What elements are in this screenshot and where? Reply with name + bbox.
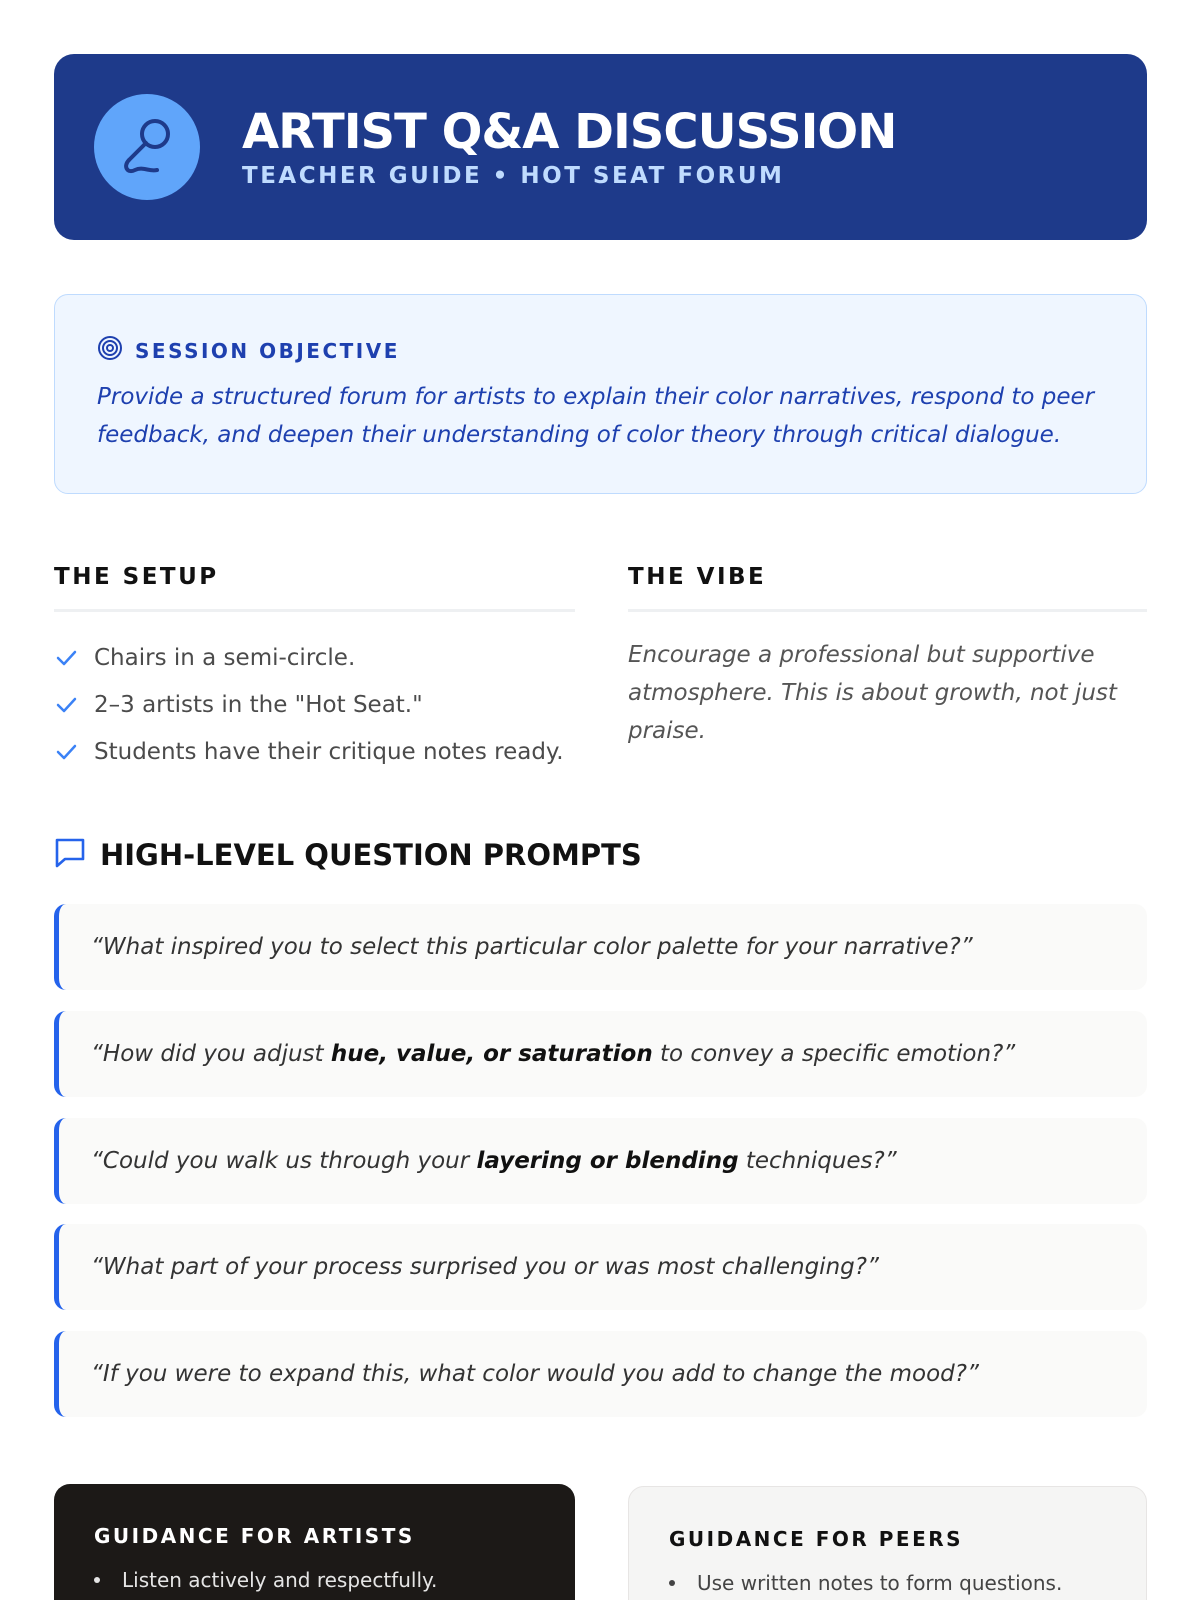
guidance-peers-card	[628, 1486, 1147, 1600]
setup-list	[54, 634, 564, 775]
prompts-header	[54, 836, 642, 873]
check-icon	[54, 740, 78, 764]
check-icon	[54, 693, 78, 717]
setup-heading: THE SETUP	[54, 564, 219, 590]
guidance-artists-card	[54, 1484, 575, 1600]
setup-item-text: Students have their critique notes ready.	[94, 738, 564, 765]
objective-label: SESSION OBJECTIVE	[135, 338, 400, 363]
prompts-title: HIGH-LEVEL QUESTION PROMPTS	[100, 837, 642, 872]
question-prompt: “What inspired you to select this particular color palette for your narrative?”	[54, 904, 1147, 990]
session-objective-card	[54, 294, 1147, 494]
setup-item	[54, 634, 564, 681]
target-icon	[97, 335, 123, 366]
chat-bubble-icon	[54, 836, 86, 873]
vibe-heading: THE VIBE	[628, 564, 767, 590]
setup-item-text: 2–3 artists in the "Hot Seat."	[94, 691, 423, 718]
list-item: Use written notes to form questions.	[669, 1571, 1106, 1595]
page-header	[54, 54, 1147, 240]
setup-divider	[54, 609, 575, 612]
setup-item	[54, 681, 564, 728]
vibe-text: Encourage a professional but supportive atmosphere. This is about growth, not just praise.	[628, 642, 1117, 744]
vibe-divider	[628, 609, 1147, 612]
question-prompt: “How did you adjust hue, value, or saturation to convey a specific emotion?”	[54, 1011, 1147, 1097]
guidance-artists-title: GUIDANCE FOR ARTISTS	[94, 1524, 415, 1548]
guidance-artists-list	[94, 1568, 535, 1592]
list-item: Listen actively and respectfully.	[94, 1568, 535, 1592]
guidance-peers-title: GUIDANCE FOR PEERS	[669, 1527, 964, 1551]
objective-text: Provide a structured forum for artists to explain their color narratives, respond to peer feedback, and deepen their understanding of color theory through critical dialogue.	[97, 384, 1095, 448]
guidance-peers-list	[669, 1571, 1106, 1595]
question-prompt: “If you were to expand this, what color would you add to change the mood?”	[54, 1331, 1147, 1417]
microphone-icon	[94, 94, 200, 200]
setup-item	[54, 728, 564, 775]
setup-item-text: Chairs in a semi-circle.	[94, 644, 356, 671]
page-subtitle: TEACHER GUIDE • HOT SEAT FORUM	[242, 163, 785, 189]
check-icon	[54, 646, 78, 670]
question-prompt: “Could you walk us through your layering or blending techniques?”	[54, 1118, 1147, 1204]
question-prompt: “What part of your process surprised you or was most challenging?”	[54, 1224, 1147, 1310]
page-title: ARTIST Q&A DISCUSSION	[242, 104, 897, 160]
